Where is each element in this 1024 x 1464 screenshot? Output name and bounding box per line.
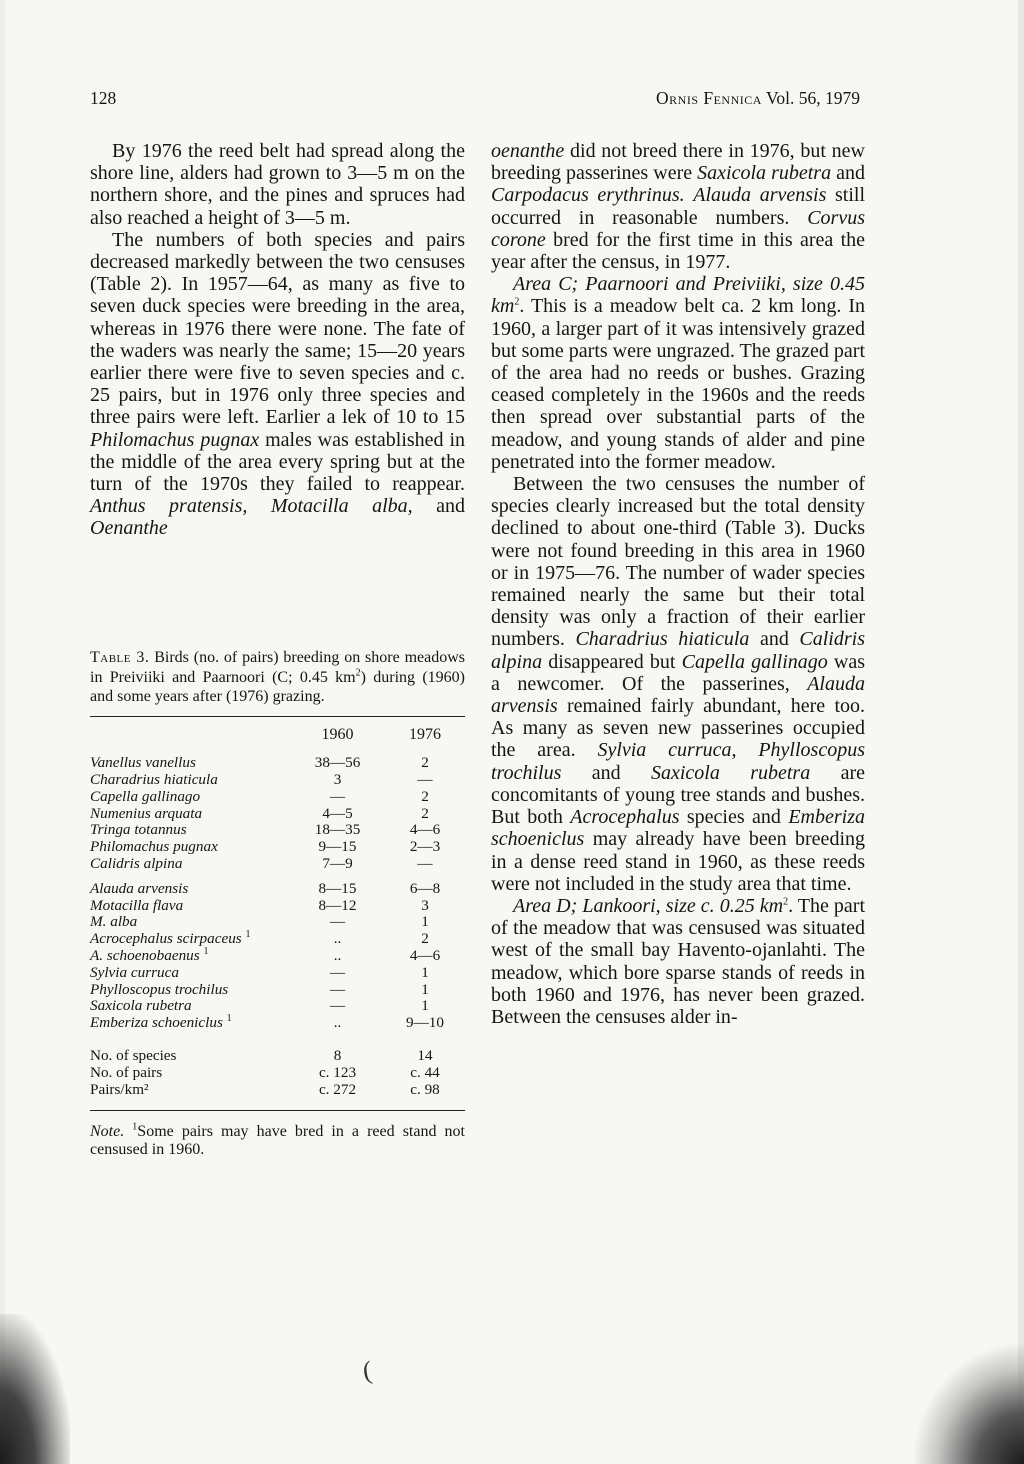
scan-shadow bbox=[0, 1314, 70, 1464]
species-name: Anthus pratensis, Motacilla alba, bbox=[90, 495, 413, 518]
species-cell: M. alba bbox=[90, 913, 138, 931]
value-1960-cell: c. 272 bbox=[318, 1080, 357, 1098]
value-1976-cell: 2 bbox=[421, 804, 429, 822]
paragraph: oenanthe did not breed there in 1976, but new breeding passerines were Saxicola rubetra and Carpodacus erythrinus. Alauda arvensis still occurred in reasonable numbers. Corvus corone bred for the first time in this area the year after the census, in 1977. bbox=[491, 140, 866, 274]
table-row bbox=[90, 873, 465, 898]
paragraph: Area D; Lankoori, size c. 0.25 $km^2$. The part of the meadow that was censused was situated west of the small bay Havento-ojanlahti. The meadow, which bore sparse stands of reeds in both 1960 and 1976, has never been grazed. Between the censuses alder in- bbox=[491, 894, 866, 1028]
species-cell: Capella gallinago bbox=[90, 787, 201, 805]
species-cell: Phylloscopus trochilus bbox=[90, 980, 229, 998]
scan-shadow bbox=[914, 1344, 1024, 1464]
table-label: Table 3. bbox=[90, 649, 150, 666]
value-1976-cell: 6—8 bbox=[409, 879, 441, 897]
species-cell: Charadrius hiaticula bbox=[90, 771, 218, 789]
value-1976-cell: c. 44 bbox=[410, 1063, 440, 1081]
value-1976-cell: 1 bbox=[421, 963, 429, 981]
page-number: 128 bbox=[90, 88, 117, 108]
value-1976-cell: 1 bbox=[421, 997, 429, 1015]
species-cell: Tringa totannus bbox=[90, 821, 187, 839]
species-cell: A. schoenobaenus $^1$ bbox=[90, 946, 209, 965]
species-cell: Vanellus vanellus bbox=[90, 754, 196, 772]
table-row bbox=[90, 982, 465, 999]
value-1960-cell: 7—9 bbox=[322, 855, 353, 873]
value-1976-cell: 3 bbox=[421, 896, 429, 914]
value-1960-cell: 38—56 bbox=[314, 754, 361, 772]
value-1960-cell: .. bbox=[333, 947, 342, 965]
species-cell: Motacilla flava bbox=[90, 896, 184, 914]
table-row bbox=[90, 772, 465, 789]
value-1960-cell: 8—15 bbox=[318, 879, 357, 897]
table-row bbox=[90, 948, 465, 965]
label-cell: No. of species bbox=[90, 1047, 177, 1065]
table-row bbox=[90, 755, 465, 772]
table-row bbox=[90, 856, 465, 873]
value-1976-cell: 14 bbox=[417, 1047, 433, 1065]
value-1976-cell: 4—6 bbox=[409, 947, 441, 965]
paragraph: Between the two censuses the number of species clearly increased but the total density declined to about one-third (Table 3). Ducks were not found breeding in this area in 1960 or in 1975—76. The number of wader species remained nearly the same but their total density was only a fraction of their earlier numbers. Charadrius hiaticula and Calidris alpina disappeared but Capella gallinago was a newcomer. Of the passerines, Alauda arvensis remained fairly abundant, here too. As many as seven new passerines occupied the area. Sylvia curruca, Phylloscopus trochilus and Saxicola rubetra are concomitants of young tree stands and bushes. But both Acrocephalus species and Emberiza schoeniclus may already have been breeding in a dense reed stand in 1960, as these reeds were not included in the study area that time. bbox=[491, 473, 866, 895]
species-cell: Acrocephalus scirpaceus $^1$ bbox=[90, 929, 251, 948]
value-1976-cell: c. 98 bbox=[410, 1080, 440, 1098]
value-1976-cell: — bbox=[417, 855, 433, 873]
value-1976-cell: 2 bbox=[421, 930, 429, 948]
value-1960-cell: 4—5 bbox=[322, 804, 353, 822]
species-cell: Saxicola rubetra bbox=[90, 997, 192, 1015]
value-1960-cell: 3 bbox=[333, 771, 342, 789]
value-1960-cell: — bbox=[329, 787, 346, 805]
section-heading: Area C; Paarnoori and Preiviiki, size 0.45 km bbox=[491, 273, 865, 318]
value-1976-cell: 9—10 bbox=[406, 1014, 444, 1032]
value-1976-cell: — bbox=[417, 771, 433, 789]
value-1976-cell: 2—3 bbox=[409, 838, 441, 856]
label-cell: Pairs/km² bbox=[90, 1080, 149, 1098]
table-row bbox=[90, 931, 465, 948]
paragraph: Area C; Paarnoori and Preiviiki, size 0.45 $km^2$. This is a meadow belt ca. 2 km long. In 1960, a larger part of it was intensively grazed but some parts were ungrazed. The grazed part of the area had no reeds or bushes. Grazing ceased completely in the 1960s and the reeds then spread over substantial parts of the meadow, and young stands of alder and pine penetrated into the former meadow. bbox=[491, 273, 865, 473]
value-1960-cell: — bbox=[329, 963, 346, 981]
table-row bbox=[90, 839, 465, 856]
table-row bbox=[90, 822, 465, 839]
section-heading: Area D; Lankoori, size c. 0.25 km bbox=[513, 894, 784, 917]
table-row bbox=[90, 1032, 465, 1065]
value-1960-cell: 8—12 bbox=[318, 896, 357, 914]
species-cell: Philomachus pugnax bbox=[90, 838, 218, 856]
species-cell: Alauda arvensis bbox=[90, 879, 189, 897]
journal-name: Ornis Fennica bbox=[656, 88, 762, 108]
table-row bbox=[90, 965, 465, 982]
species-table bbox=[90, 717, 465, 1099]
species-cell: Calidris alpina bbox=[90, 855, 183, 873]
value-1960-cell: 8 bbox=[333, 1047, 342, 1065]
paragraph: By 1976 the reed belt had spread along the shore line, alders had grown to 3—5 m on the northern shore, and the pines and spruces had also reached a height of 3—5 m. bbox=[90, 140, 465, 229]
value-1976-cell: 1 bbox=[421, 913, 429, 931]
journal-volume: Vol. 56, 1979 bbox=[766, 88, 860, 108]
table-row bbox=[90, 998, 465, 1015]
scan-edge bbox=[0, 0, 5, 1464]
species-cell: Sylvia curruca bbox=[90, 963, 179, 981]
column-header: 1960 bbox=[321, 725, 354, 743]
page-header bbox=[90, 88, 860, 112]
value-1976-cell: 2 bbox=[421, 787, 429, 805]
species-name: Oenanthe bbox=[90, 517, 168, 540]
stray-pencil-mark: ( bbox=[360, 1355, 374, 1386]
scan-edge bbox=[1018, 0, 1024, 1464]
table-bottom-rule bbox=[90, 1110, 465, 1111]
column-header: 1976 bbox=[409, 725, 441, 743]
label-cell: No. of pairs bbox=[90, 1063, 163, 1081]
table-row bbox=[90, 1082, 465, 1099]
table-caption: Table 3. Birds (no. of pairs) breeding on shore meadows in Preiviiki and Paarnoori (C; 0.45 $km^2$) during (1960) and some years after (1976) grazing. bbox=[90, 649, 466, 705]
table-row bbox=[90, 789, 465, 806]
value-1976-cell: 1 bbox=[421, 980, 429, 998]
species-cell: Numenius arquata bbox=[90, 804, 203, 822]
value-1960-cell: .. bbox=[333, 1014, 342, 1032]
table-3 bbox=[90, 648, 465, 1159]
table-row bbox=[90, 1015, 465, 1032]
left-column bbox=[90, 140, 465, 540]
table-row bbox=[90, 1065, 465, 1082]
right-column bbox=[491, 140, 865, 1028]
species-cell: Emberiza schoeniclus $^1$ bbox=[90, 1013, 232, 1032]
running-head bbox=[656, 88, 860, 109]
paragraph: The numbers of both species and pairs decreased markedly between the two censuses (Table 2). In 1957—64, as many as five to seven duck species were breeding in the area, whereas in 1976 there were none. The fate of the waders was nearly the same; 15—20 years earlier there were five to seven species and c. 25 pairs, but in 1976 only three species and three pairs were left. Earlier a lek of 10 to 15 Philomachus pugnax males was established in the middle of the area every spring but at the turn of the 1970s they failed to reappear. Anthus pratensis, Motacilla alba, and Oenanthe bbox=[90, 228, 465, 540]
value-1960-cell: c. 123 bbox=[318, 1063, 357, 1081]
table-note: Note. $^1$Some pairs may have bred in a reed stand not censused in 1960. bbox=[90, 1122, 465, 1159]
value-1960-cell: — bbox=[329, 997, 346, 1015]
species-name: Philomachus pugnax bbox=[90, 428, 260, 451]
value-1960-cell: .. bbox=[333, 930, 342, 948]
table-row bbox=[90, 914, 465, 931]
value-1960-cell: 18—35 bbox=[314, 821, 361, 839]
table-row bbox=[90, 806, 465, 823]
value-1976-cell: 2 bbox=[421, 754, 429, 772]
value-1960-cell: — bbox=[329, 980, 346, 998]
value-1960-cell: — bbox=[329, 913, 346, 931]
value-1960-cell: 9—15 bbox=[318, 838, 357, 856]
table-row bbox=[90, 898, 465, 915]
value-1976-cell: 4—6 bbox=[409, 821, 441, 839]
